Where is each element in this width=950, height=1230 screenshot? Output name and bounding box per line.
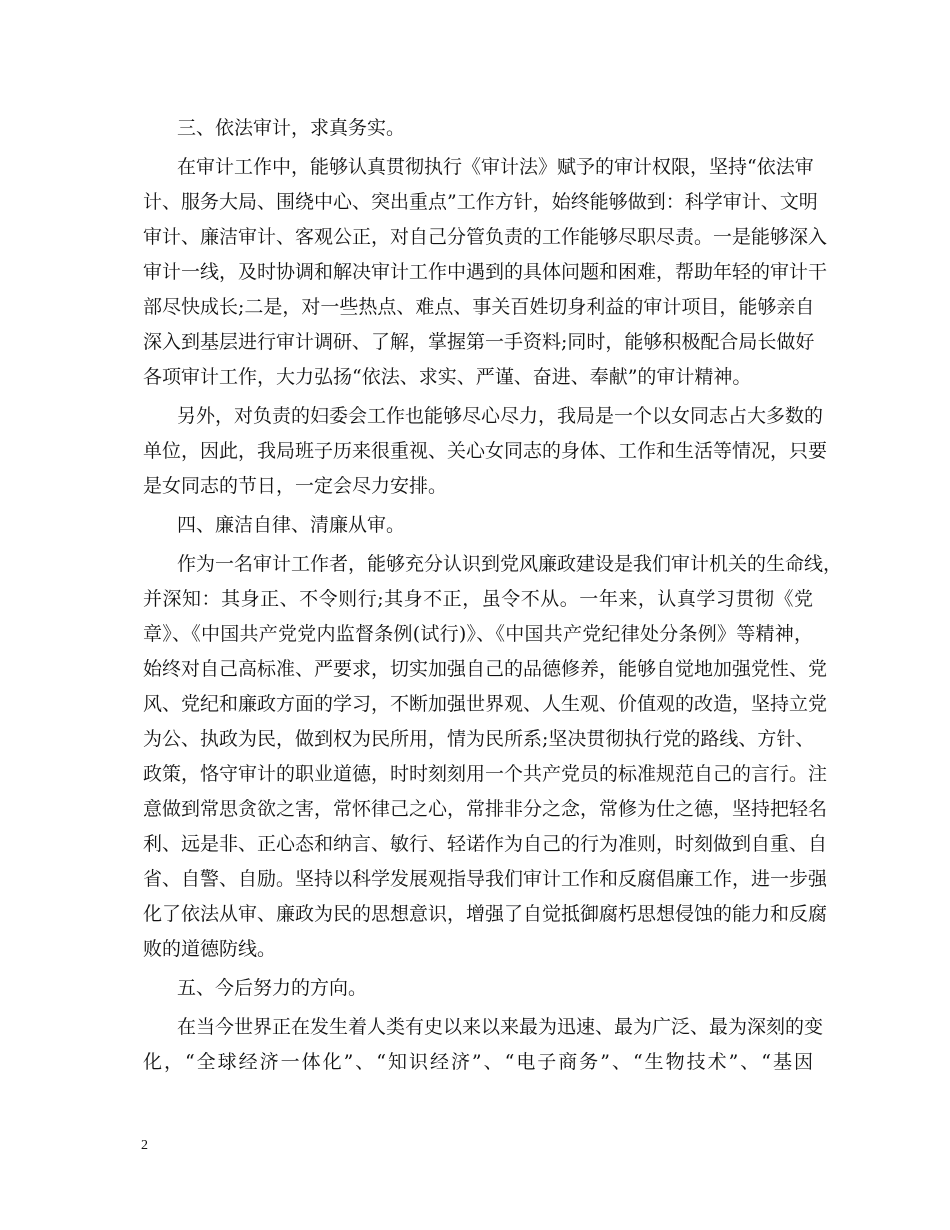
text-line: 并深知：其身正、不令则行;其身不正，虽令不从。一年来，认真学习贯彻《党: [143, 588, 813, 610]
text-line: 部尽快成长;二是，对一些热点、难点、事关百姓切身利益的审计项目，能够亲自: [143, 296, 815, 318]
text-line: 单位，因此，我局班子历来很重视、关心女同志的身体、工作和生活等情况，只要: [143, 440, 828, 462]
text-line: 章》、《中国共产党党内监督条例(试行)》、《中国共产党纪律处分条例》等精神，: [143, 623, 813, 645]
text-line: 化，“全球经济一体化”、“知识经济”、“电子商务”、“生物技术”、“基因: [143, 1051, 813, 1073]
paragraph: [143, 547, 843, 967]
text-line: 深入到基层进行审计调研、了解，掌握第一手资料;同时，能够积极配合局长做好: [143, 331, 815, 353]
text-line: 在审计工作中，能够认真贯彻执行《审计法》赋予的审计权限，坚持“依法审: [177, 156, 814, 178]
text-line: 五、今后努力的方向。: [177, 977, 368, 999]
text-line: 始终对自己高标准、严要求，切实加强自己的品德修养，能够自觉地加强党性、党: [143, 658, 828, 680]
text-line: 为公、执政为民，做到权为民所用，情为民所系;坚决贯彻执行党的路线、方针、: [143, 728, 815, 750]
paragraph: [143, 399, 828, 504]
section-heading: [143, 971, 813, 1006]
text-line: 审计、廉洁审计、客观公正，对自己分管负责的工作能够尽职尽责。一是能够深入: [143, 226, 828, 248]
text-line: 意做到常思贪欲之害，常怀律己之心，常排非分之念，常修为仕之德，坚持把轻名: [143, 798, 828, 820]
text-line: 在当今世界正在发生着人类有史以来以来最为迅速、最为广泛、最为深刻的变: [177, 1016, 824, 1038]
text-line: 各项审计工作，大力弘扬“依法、求实、严谨、奋进、奉献”的审计精神。: [143, 366, 752, 388]
text-line: 四、廉洁自律、清廉从审。: [177, 514, 406, 536]
text-line: 化了依法从审、廉政为民的思想意识，增强了自觉抵御腐朽思想侵蚀的能力和反腐: [143, 903, 828, 925]
text-line: 审计一线，及时协调和解决审计工作中遇到的具体问题和困难，帮助年轻的审计干: [143, 261, 828, 283]
text-line: 计、服务大局、围绕中心、突出重点”工作方针，始终能够做到：科学审计、文明: [143, 191, 818, 213]
text-line: 作为一名审计工作者，能够充分认识到党风廉政建设是我们审计机关的生命线，: [177, 553, 843, 575]
page-number: 2: [141, 1138, 148, 1153]
text-line: 风、党纪和廉政方面的学习，不断加强世界观、人生观、价值观的改造，坚持立党: [143, 693, 828, 715]
text-line: 三、依法审计，求真务实。: [177, 117, 406, 139]
paragraph: [143, 150, 828, 395]
text-line: 省、自警、自励。坚持以科学发展观指导我们审计工作和反腐倡廉工作，进一步强: [143, 868, 828, 890]
section-heading: [143, 111, 813, 146]
paragraph: [143, 1010, 824, 1080]
text-line: 利、远是非、正心态和纳言、敏行、轻诺作为自己的行为准则，时刻做到自重、自: [143, 833, 828, 855]
text-line: 是女同志的节日，一定会尽力安排。: [143, 475, 448, 497]
text-line: 败的道德防线。: [143, 938, 277, 960]
text-line: 另外，对负责的妇委会工作也能够尽心尽力，我局是一个以女同志占大多数的: [177, 405, 824, 427]
section-heading: [143, 508, 813, 543]
document-body: [143, 111, 843, 1080]
text-line: 政策，恪守审计的职业道德，时时刻刻用一个共产党员的标准规范自己的言行。注: [143, 763, 828, 785]
